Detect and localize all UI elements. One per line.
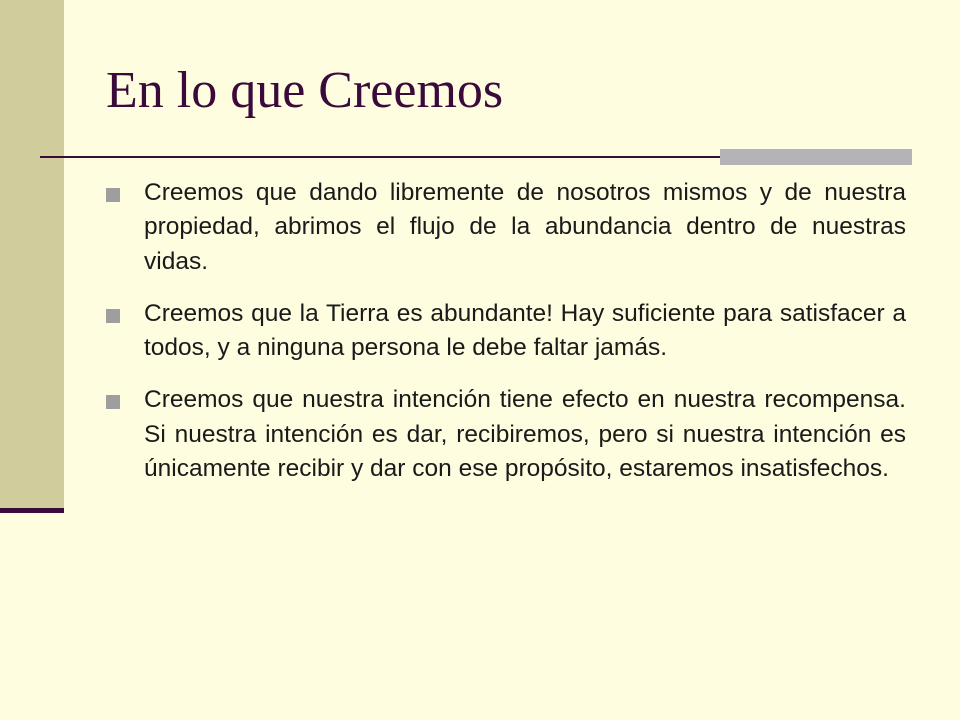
square-bullet-icon xyxy=(106,395,120,409)
square-bullet-icon xyxy=(106,309,120,323)
bullet-text: Creemos que la Tierra es abundante! Hay suficiente para satisfacer a todos, y a ninguna persona le debe faltar jamás. xyxy=(144,299,906,362)
bullet-item xyxy=(106,383,906,486)
bullet-item xyxy=(106,297,906,366)
side-decoration-bar xyxy=(0,0,64,508)
square-bullet-icon xyxy=(106,188,120,202)
side-decoration-underline xyxy=(0,508,64,513)
bullet-item xyxy=(106,176,906,279)
bullet-list xyxy=(106,176,906,504)
title-divider-accent xyxy=(720,149,912,165)
bullet-text: Creemos que nuestra intención tiene efecto en nuestra recompensa. Si nuestra intención es dar, recibiremos, pero si nuestra intención es únicamente recibir y dar con ese propósito, estaremos insatisfechos. xyxy=(144,386,906,483)
slide-title: En lo que Creemos xyxy=(106,62,504,119)
bullet-text: Creemos que dando libremente de nosotros mismos y de nuestra propiedad, abrimos el flujo de la abundancia dentro de nuestras vidas. xyxy=(144,179,906,275)
